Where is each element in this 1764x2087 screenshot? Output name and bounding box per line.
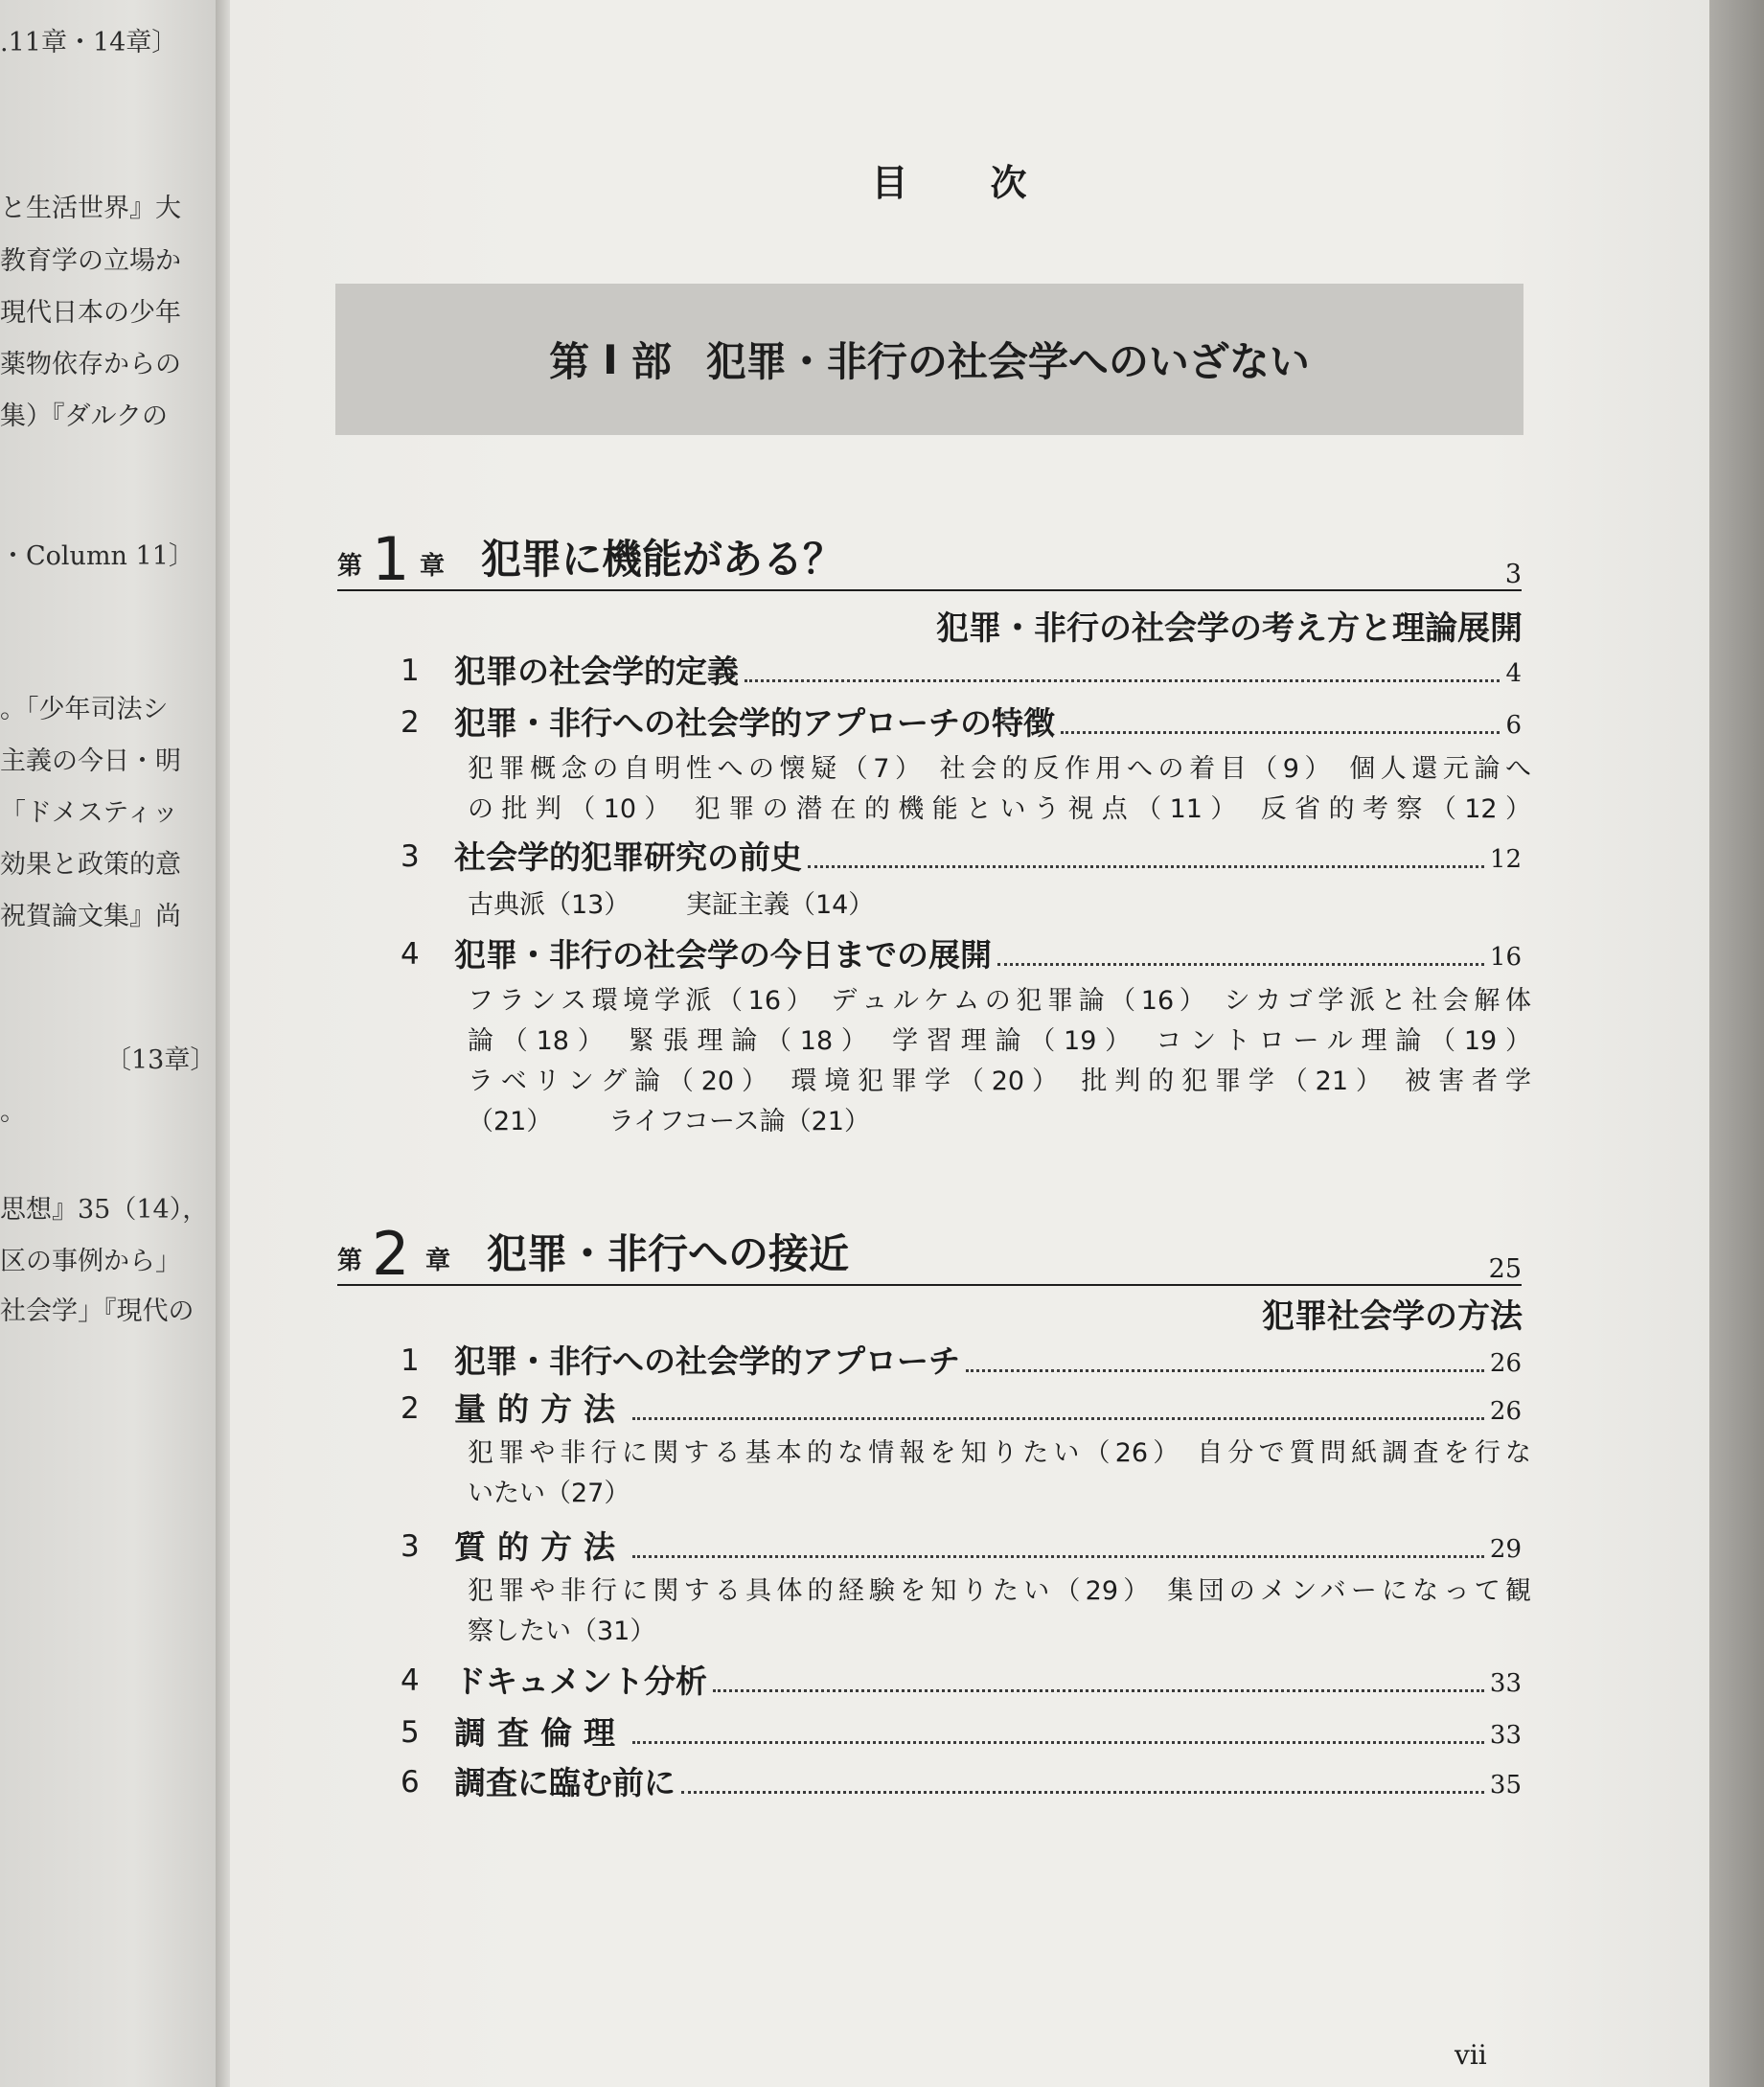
section-number: 2: [401, 1391, 420, 1426]
section-entry[interactable]: [401, 1660, 1522, 1702]
topic-item: シカゴ学派と社会解体: [1224, 986, 1532, 1016]
chapter-page: 25: [1488, 1254, 1522, 1284]
topic-line: [468, 1102, 1531, 1142]
left-page-line: 〔13章〕: [105, 1045, 217, 1075]
part-banner: [335, 284, 1523, 435]
section-entry[interactable]: [401, 650, 1522, 692]
chapter-page: 3: [1504, 560, 1522, 589]
section-number: 3: [401, 839, 420, 874]
chapter-suffix: 章: [420, 552, 446, 581]
topic-item: コントロール理論（19）: [1156, 1026, 1532, 1056]
section-title: ドキュメント分析: [454, 1663, 707, 1700]
topic-item: 古典派（13）: [468, 890, 630, 920]
topic-item: 察したい（31）: [468, 1617, 656, 1646]
topic-line: [468, 1571, 1531, 1612]
section-entry[interactable]: [401, 933, 1522, 975]
topic-item: 個人還元論へ: [1349, 754, 1531, 784]
topic-item: 自分で質問紙調査を行な: [1197, 1438, 1531, 1468]
section-title: 犯罪・非行への社会学的アプローチの特徴: [454, 704, 1055, 742]
topic-item: フランス環境学派（16）: [468, 986, 818, 1016]
part-title: 犯罪・非行の社会学へのいざない: [705, 338, 1310, 385]
page-number: vii: [1455, 2039, 1487, 2071]
leader-dots: [632, 1417, 1484, 1420]
topic-item: 被害者学: [1405, 1066, 1531, 1096]
left-page-line: 。「少年司法シ: [0, 695, 169, 724]
topic-item: の批判（10）: [468, 794, 678, 824]
section-number: 3: [401, 1529, 420, 1564]
topic-item: 集団のメンバーになって観: [1167, 1576, 1531, 1606]
topic-line: [468, 1021, 1531, 1062]
topic-item: ライフコース論（21）: [607, 1107, 870, 1136]
left-page-line: 社会学」『現代の: [0, 1296, 195, 1326]
chapter-heading[interactable]: [337, 1219, 1522, 1289]
section-entry[interactable]: [401, 1711, 1522, 1754]
toc-title: 目次: [871, 162, 1110, 204]
left-page: [0, 0, 222, 2087]
section-entry[interactable]: [401, 701, 1522, 744]
topic-line: [468, 1612, 1531, 1652]
section-title: 犯罪の社会学的定義: [454, 653, 739, 690]
chapter-suffix: 章: [425, 1247, 451, 1275]
section-number: 4: [401, 1663, 420, 1698]
left-page-line: 現代日本の少年: [0, 298, 181, 328]
section-page: 35: [1489, 1771, 1522, 1800]
leader-dots: [632, 1555, 1484, 1558]
chapter-title: 犯罪・非行への接近: [487, 1230, 850, 1277]
topic-line: [468, 981, 1531, 1021]
section-entry[interactable]: [401, 1761, 1522, 1803]
topic-item: 批判的犯罪学（21）: [1081, 1066, 1389, 1096]
topic-item: 犯罪や非行に関する基本的な情報を知りたい（26）: [468, 1438, 1184, 1468]
section-number: 5: [401, 1715, 420, 1750]
topic-line: [468, 1474, 1531, 1514]
topic-item: 反省的考察（12）: [1260, 794, 1531, 824]
chapter-number: 1: [372, 524, 410, 594]
topic-item: 緊張理論（18）: [628, 1026, 876, 1056]
section-title: 犯罪・非行の社会学の今日までの展開: [454, 936, 992, 974]
chapter-subtitle: 犯罪社会学の方法: [1262, 1297, 1523, 1336]
section-page: 4: [1505, 659, 1522, 688]
section-entry[interactable]: [401, 1388, 1522, 1430]
section-title: 質的方法: [454, 1528, 627, 1566]
topic-line: [468, 1433, 1531, 1474]
leader-dots: [745, 679, 1500, 682]
section-number: 6: [401, 1765, 420, 1800]
leader-dots: [808, 865, 1484, 868]
left-page-line: 集）『ダルクの: [0, 401, 168, 431]
chapter-title: 犯罪に機能がある？: [481, 536, 844, 583]
left-page-line: 区の事例から」: [0, 1247, 181, 1276]
chapter-heading[interactable]: [337, 524, 1522, 594]
chapter-subtitle: 犯罪・非行の社会学の考え方と理論展開: [936, 609, 1523, 648]
left-page-line: 思想』35（14），: [0, 1195, 209, 1225]
leader-dots: [713, 1689, 1484, 1692]
section-title: 犯罪・非行への社会学的アプローチ: [454, 1342, 960, 1380]
topic-item: 実証主義（14）: [685, 890, 875, 920]
section-page: 26: [1489, 1397, 1522, 1426]
section-page: 16: [1489, 943, 1522, 972]
topic-item: 犯罪概念の自明性への懐疑（7）: [468, 754, 927, 784]
leader-dots: [1061, 731, 1500, 734]
topic-item: ラベリング論（20）: [468, 1066, 775, 1096]
section-number: 2: [401, 705, 420, 740]
section-entry[interactable]: [401, 1340, 1522, 1382]
section-page: 26: [1489, 1349, 1522, 1378]
topic-item: （21）: [468, 1107, 553, 1136]
chapter-prefix: 第: [337, 1247, 363, 1275]
topic-line: [468, 749, 1531, 790]
section-entry[interactable]: [401, 836, 1522, 878]
left-page-line: 効果と政策的意: [0, 850, 181, 880]
leader-dots: [632, 1741, 1484, 1744]
topic-item: 論（18）: [468, 1026, 612, 1056]
left-page-line: 主義の今日・明: [0, 746, 181, 776]
section-title: 調査倫理: [454, 1714, 627, 1752]
section-entry[interactable]: [401, 1525, 1522, 1568]
section-page: 33: [1489, 1721, 1522, 1750]
leader-dots: [997, 963, 1484, 966]
leader-dots: [966, 1369, 1484, 1372]
left-page-line: 祝賀論文集』尚: [0, 902, 181, 931]
left-page-line: .11章・14章〕: [0, 28, 178, 57]
part-prefix: 第: [549, 338, 590, 385]
section-title: 社会学的犯罪研究の前史: [454, 838, 802, 876]
topic-item: 犯罪や非行に関する具体的経験を知りたい（29）: [468, 1576, 1155, 1606]
section-page: 6: [1505, 711, 1522, 740]
topic-line: [468, 885, 1531, 926]
topic-line: [468, 790, 1531, 830]
chapter-prefix: 第: [337, 552, 363, 581]
left-page-line: 教育学の立場か: [0, 246, 181, 276]
left-page-line: 「ドメスティッ: [0, 798, 179, 828]
chapter-number: 2: [372, 1219, 410, 1289]
left-page-line: ・Column 11〕: [0, 541, 195, 571]
left-page-line: 薬物依存からの: [0, 350, 181, 379]
topic-item: 犯罪の潜在的機能という視点（11）: [694, 794, 1245, 824]
section-page: 29: [1489, 1535, 1522, 1564]
part-numeral: Ⅰ: [603, 335, 618, 383]
topic-line: [468, 1062, 1531, 1102]
section-number: 4: [401, 937, 420, 972]
left-page-line: 。: [0, 1097, 26, 1127]
left-page-line: と生活世界』大: [0, 194, 181, 223]
section-title: 調査に臨む前に: [454, 1764, 676, 1801]
part-suffix: 部: [630, 338, 672, 385]
section-number: 1: [401, 654, 420, 688]
page-edge: [1709, 0, 1764, 2087]
topic-item: 学習理論（19）: [892, 1026, 1139, 1056]
section-page: 33: [1489, 1669, 1522, 1698]
section-page: 12: [1489, 845, 1522, 874]
topic-item: 環境犯罪学（20）: [790, 1066, 1065, 1096]
section-title: 量的方法: [454, 1390, 627, 1428]
leader-dots: [681, 1791, 1484, 1794]
topic-item: いたい（27）: [468, 1479, 630, 1508]
section-number: 1: [401, 1343, 420, 1378]
topic-item: デュルケムの犯罪論（16）: [831, 986, 1211, 1016]
topic-item: 社会的反作用への着目（9）: [939, 754, 1337, 784]
